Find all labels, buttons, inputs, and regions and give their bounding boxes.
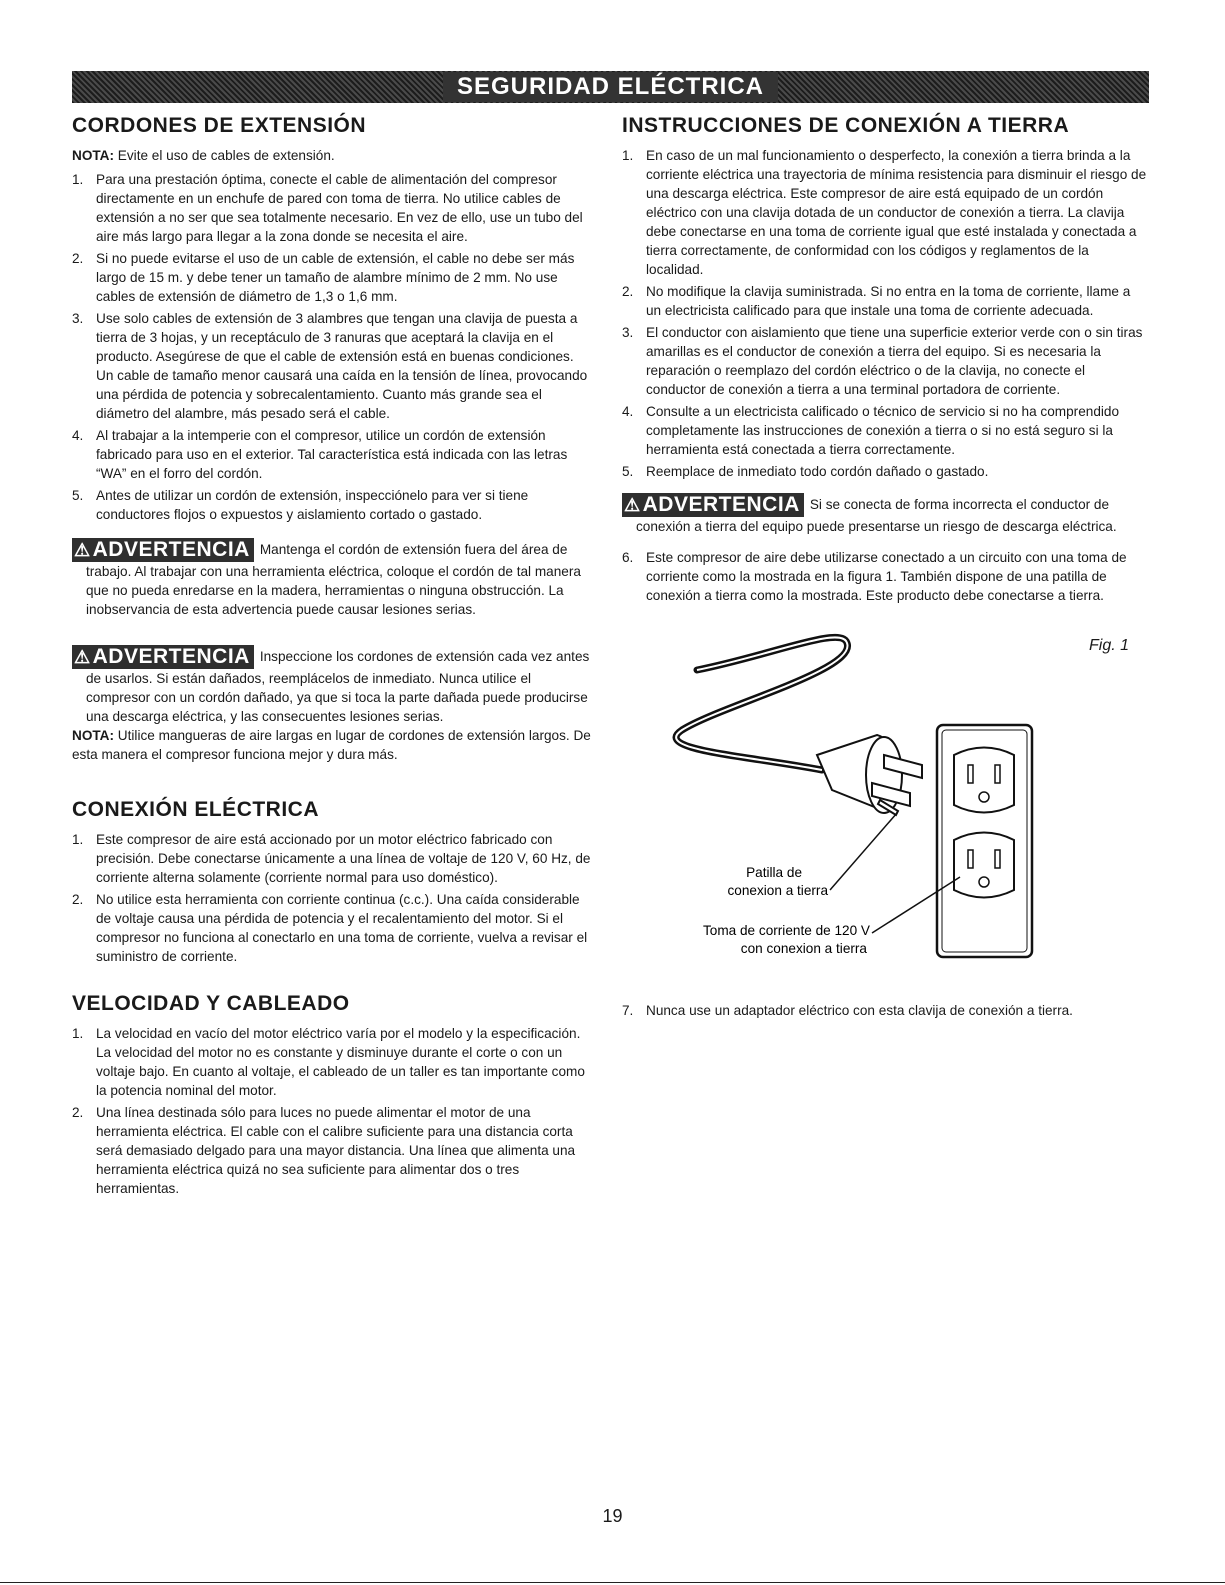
item-text: Reemplace de inmediato todo cordón dañado o gastado. bbox=[646, 464, 989, 479]
warning-label-text: ADVERTENCIA bbox=[642, 493, 800, 516]
warning-text: Mantenga el cordón de extensión fuera del área de trabajo. Al trabajar con una herramienta eléctrica, coloque el cordón de tal manera que no pueda enredarse en la madera, herramientas o ninguna obstrucción. La inobservancia de esta advertencia puede causar lesiones serias. bbox=[86, 542, 581, 617]
list-item bbox=[622, 323, 1147, 399]
heading-conexion-tierra: INSTRUCCIONES DE CONEXIÓN A TIERRA bbox=[622, 114, 1070, 137]
warning-block bbox=[622, 493, 1147, 536]
item-text: El conductor con aislamiento que tiene una superficie exterior verde con o sin tiras amarillas es el conductor de conexión a tierra del equipo. Si es necesaria la reparación o reemplazo del cordón eléctrico o de la clavija, no conecte el conductor de conexión a tierra a una terminal portadora de corriente. bbox=[646, 325, 1143, 397]
item-number: 3. bbox=[622, 325, 634, 340]
list-item bbox=[72, 830, 592, 887]
item-number: 1. bbox=[72, 832, 84, 847]
item-text: No utilice esta herramienta con corriente continua (c.c.). Una caída considerable de voltaje causa una pérdida de potencia y el recalentamiento del motor. Si el compresor no funciona al conectarlo en una toma de corriente, vuelva a revisar el suministro de corriente. bbox=[96, 892, 588, 964]
warning-icon: ⚠ bbox=[74, 540, 91, 560]
bottom-rule bbox=[0, 1582, 1225, 1583]
list-item bbox=[72, 249, 592, 306]
item-number: 2. bbox=[72, 892, 84, 907]
item-number: 4. bbox=[622, 404, 634, 419]
item-number: 2. bbox=[622, 284, 634, 299]
figure-label: Fig. 1 bbox=[1088, 637, 1129, 654]
item-text: Consulte a un electricista calificado o técnico de servicio si no ha comprendido completamente las instrucciones de conexión a tierra o si no está seguro si la herramienta está conectada a tierra correctamente. bbox=[646, 404, 1120, 457]
warning-label bbox=[622, 493, 804, 517]
callout-prong-line1: Patilla de bbox=[746, 865, 802, 880]
list-velocidad bbox=[72, 1024, 592, 1198]
item-number: 2. bbox=[72, 1105, 84, 1120]
ground-hole bbox=[979, 877, 989, 887]
banner-title: SEGURIDAD ELÉCTRICA bbox=[443, 72, 778, 102]
list-item bbox=[72, 170, 592, 246]
warning-icon: ⚠ bbox=[74, 647, 91, 667]
callout-outlet-line2: con conexion a tierra bbox=[740, 941, 867, 956]
note-cordones bbox=[72, 146, 592, 165]
list-item bbox=[72, 890, 592, 966]
item-number: 4. bbox=[72, 428, 84, 443]
item-number: 5. bbox=[72, 488, 84, 503]
callout-prong-line2: conexion a tierra bbox=[727, 883, 828, 898]
heading-velocidad: VELOCIDAD Y CABLEADO bbox=[72, 992, 350, 1015]
list-item bbox=[72, 1024, 592, 1100]
warning-text: Inspeccione los cordones de extensión cada vez antes de usarlos. Si están dañados, reemplácelos de inmediato. Nunca utilice el compresor con un cordón dañado, ya que si toca la parte dañada puede producirse una descarga eléctrica, y las consecuentes lesiones serias. bbox=[86, 649, 590, 724]
heading-conexion-electrica: CONEXIÓN ELÉCTRICA bbox=[72, 798, 320, 821]
item-text: Nunca use un adaptador eléctrico con esta clavija de conexión a tierra. bbox=[646, 1003, 1073, 1018]
callout-line-prong bbox=[830, 813, 897, 890]
item-text: Antes de utilizar un cordón de extensión, inspecciónelo para ver si tiene conductores flojos o expuestos y aislamiento cortado o gastado. bbox=[96, 488, 529, 522]
right-column bbox=[622, 114, 1147, 1023]
ground-hole bbox=[979, 792, 989, 802]
note-label: NOTA: bbox=[72, 148, 115, 163]
list-conexion bbox=[72, 830, 592, 966]
item-number: 1. bbox=[622, 148, 634, 163]
item-text: En caso de un mal funcionamiento o desperfecto, la conexión a tierra brinda a la corriente eléctrica una trayectoria de mínima resistencia para disminuir el riesgo de una descarga eléctrica. Este compresor de aire está equipado de un cordón eléctrico con una clavija dotada de un conductor de conexión a tierra. La clavija debe conectarse en una toma de corriente igual que esté instalada y conectada a tierra correctamente, de conformidad con los códigos y reglamentos de la localidad. bbox=[646, 148, 1147, 277]
list-item bbox=[622, 462, 1147, 481]
list-cordones bbox=[72, 170, 592, 524]
list-item bbox=[622, 146, 1147, 279]
figure-outlet bbox=[622, 615, 1147, 995]
warning-label-text: ADVERTENCIA bbox=[92, 645, 250, 668]
slot-right bbox=[995, 765, 1000, 783]
heading-cordones: CORDONES DE EXTENSIÓN bbox=[72, 114, 367, 137]
page-number: 19 bbox=[602, 1506, 623, 1526]
note-text: Evite el uso de cables de extensión. bbox=[114, 148, 335, 163]
list-item bbox=[72, 309, 592, 423]
warning-label-text: ADVERTENCIA bbox=[92, 538, 250, 561]
list-item bbox=[622, 282, 1147, 320]
item-text: Este compresor de aire está accionado por un motor eléctrico fabricado con precisión. Debe conectarse únicamente a una línea de voltaje de 120 V, 60 Hz, de corriente alterna solamente (corriente normal para uso doméstico). bbox=[96, 832, 591, 885]
item-text: No modifique la clavija suministrada. Si no entra en la toma de corriente, llame a un electricista calificado para que instale una toma de corriente adecuada. bbox=[646, 284, 1131, 318]
callout-outlet-line1: Toma de corriente de 120 V bbox=[702, 923, 870, 938]
section-banner bbox=[72, 71, 1149, 103]
list-item bbox=[72, 1103, 592, 1198]
list-item bbox=[72, 486, 592, 524]
item-number: 1. bbox=[72, 172, 84, 187]
list-tierra-cont bbox=[622, 548, 1147, 605]
warning-text: Si se conecta de forma incorrecta el conductor de conexión a tierra del equipo puede presentarse un riesgo de descarga eléctrica. bbox=[636, 497, 1117, 534]
list-tierra-final bbox=[622, 1001, 1147, 1020]
item-number: 2. bbox=[72, 251, 84, 266]
item-text: Este compresor de aire debe utilizarse conectado a un circuito con una toma de corriente como la mostrada en la figura 1. También dispone de una patilla de conexión a tierra como la mostrada. Este producto debe conectarse a tierra. bbox=[646, 550, 1127, 603]
warning-label bbox=[72, 538, 254, 562]
slot-right bbox=[995, 850, 1000, 868]
list-tierra bbox=[622, 146, 1147, 481]
item-number: 5. bbox=[622, 464, 634, 479]
list-item bbox=[622, 402, 1147, 459]
warning-block bbox=[72, 645, 592, 726]
warning-label bbox=[72, 645, 254, 669]
item-text: Use solo cables de extensión de 3 alambres que tengan una clavija de puesta a tierra de 3 hojas, y un receptáculo de 3 ranuras que aceptará la clavija en el producto. Asegúrese de que el cable de extensión está en buenas condiciones. Un cable de tamaño menor causará una caída en la tensión de línea, provocando una pérdida de potencia y sobrecalentamiento. Cuanto más grande sea el diámetro del alambre, más pesado será el cable. bbox=[96, 311, 588, 421]
item-text: Al trabajar a la intemperie con el compresor, utilice un cordón de extensión fabricado para uso en el exterior. Tal característica está indicada con las letras “WA” en el forro del cordón. bbox=[96, 428, 568, 481]
item-text: La velocidad en vacío del motor eléctrico varía por el modelo y la especificación. La velocidad del motor no es constante y disminuye durante el corte o con un voltaje bajo. En cuanto al voltaje, el cableado de un taller es tan importante como la potencia nominal del motor. bbox=[96, 1026, 585, 1098]
note-text: Utilice mangueras de aire largas en lugar de cordones de extensión largos. De esta manera el compresor funciona mejor y dura más. bbox=[72, 728, 591, 762]
outlet-illustration bbox=[622, 615, 1147, 995]
note-label: NOTA: bbox=[72, 728, 115, 743]
list-item bbox=[622, 548, 1147, 605]
warning-icon: ⚠ bbox=[624, 495, 641, 515]
left-column bbox=[72, 114, 592, 1201]
note-mangueras bbox=[72, 726, 592, 764]
slot-left bbox=[968, 850, 973, 868]
warning-block bbox=[72, 538, 592, 619]
item-number: 6. bbox=[622, 550, 634, 565]
item-text: Para una prestación óptima, conecte el cable de alimentación del compresor directamente en un enchufe de pared con toma de tierra. No utilice cables de extensión a no ser que sea totalmente necesario. En vez de ello, use un tubo del aire más largo para llegar a la zona donde se necesita el aire. bbox=[96, 172, 583, 244]
item-number: 1. bbox=[72, 1026, 84, 1041]
item-number: 3. bbox=[72, 311, 84, 326]
item-number: 7. bbox=[622, 1003, 634, 1018]
item-text: Una línea destinada sólo para luces no puede alimentar el motor de una herramienta eléctrica. El cable con el calibre suficiente para una distancia corta será demasiado delgado para una mayor distancia. Una línea que alimenta una herramienta eléctrica quizá no sea suficiente para alimentar dos o tres herramientas. bbox=[96, 1105, 576, 1196]
list-item bbox=[622, 1001, 1147, 1020]
list-item bbox=[72, 426, 592, 483]
slot-left bbox=[968, 765, 973, 783]
item-text: Si no puede evitarse el uso de un cable de extensión, el cable no debe ser más largo de 15 m. y debe tener un tamaño de alambre mínimo de 2 mm. No use cables de extensión de diámetro de 1,3 o 1,6 mm. bbox=[96, 251, 575, 304]
